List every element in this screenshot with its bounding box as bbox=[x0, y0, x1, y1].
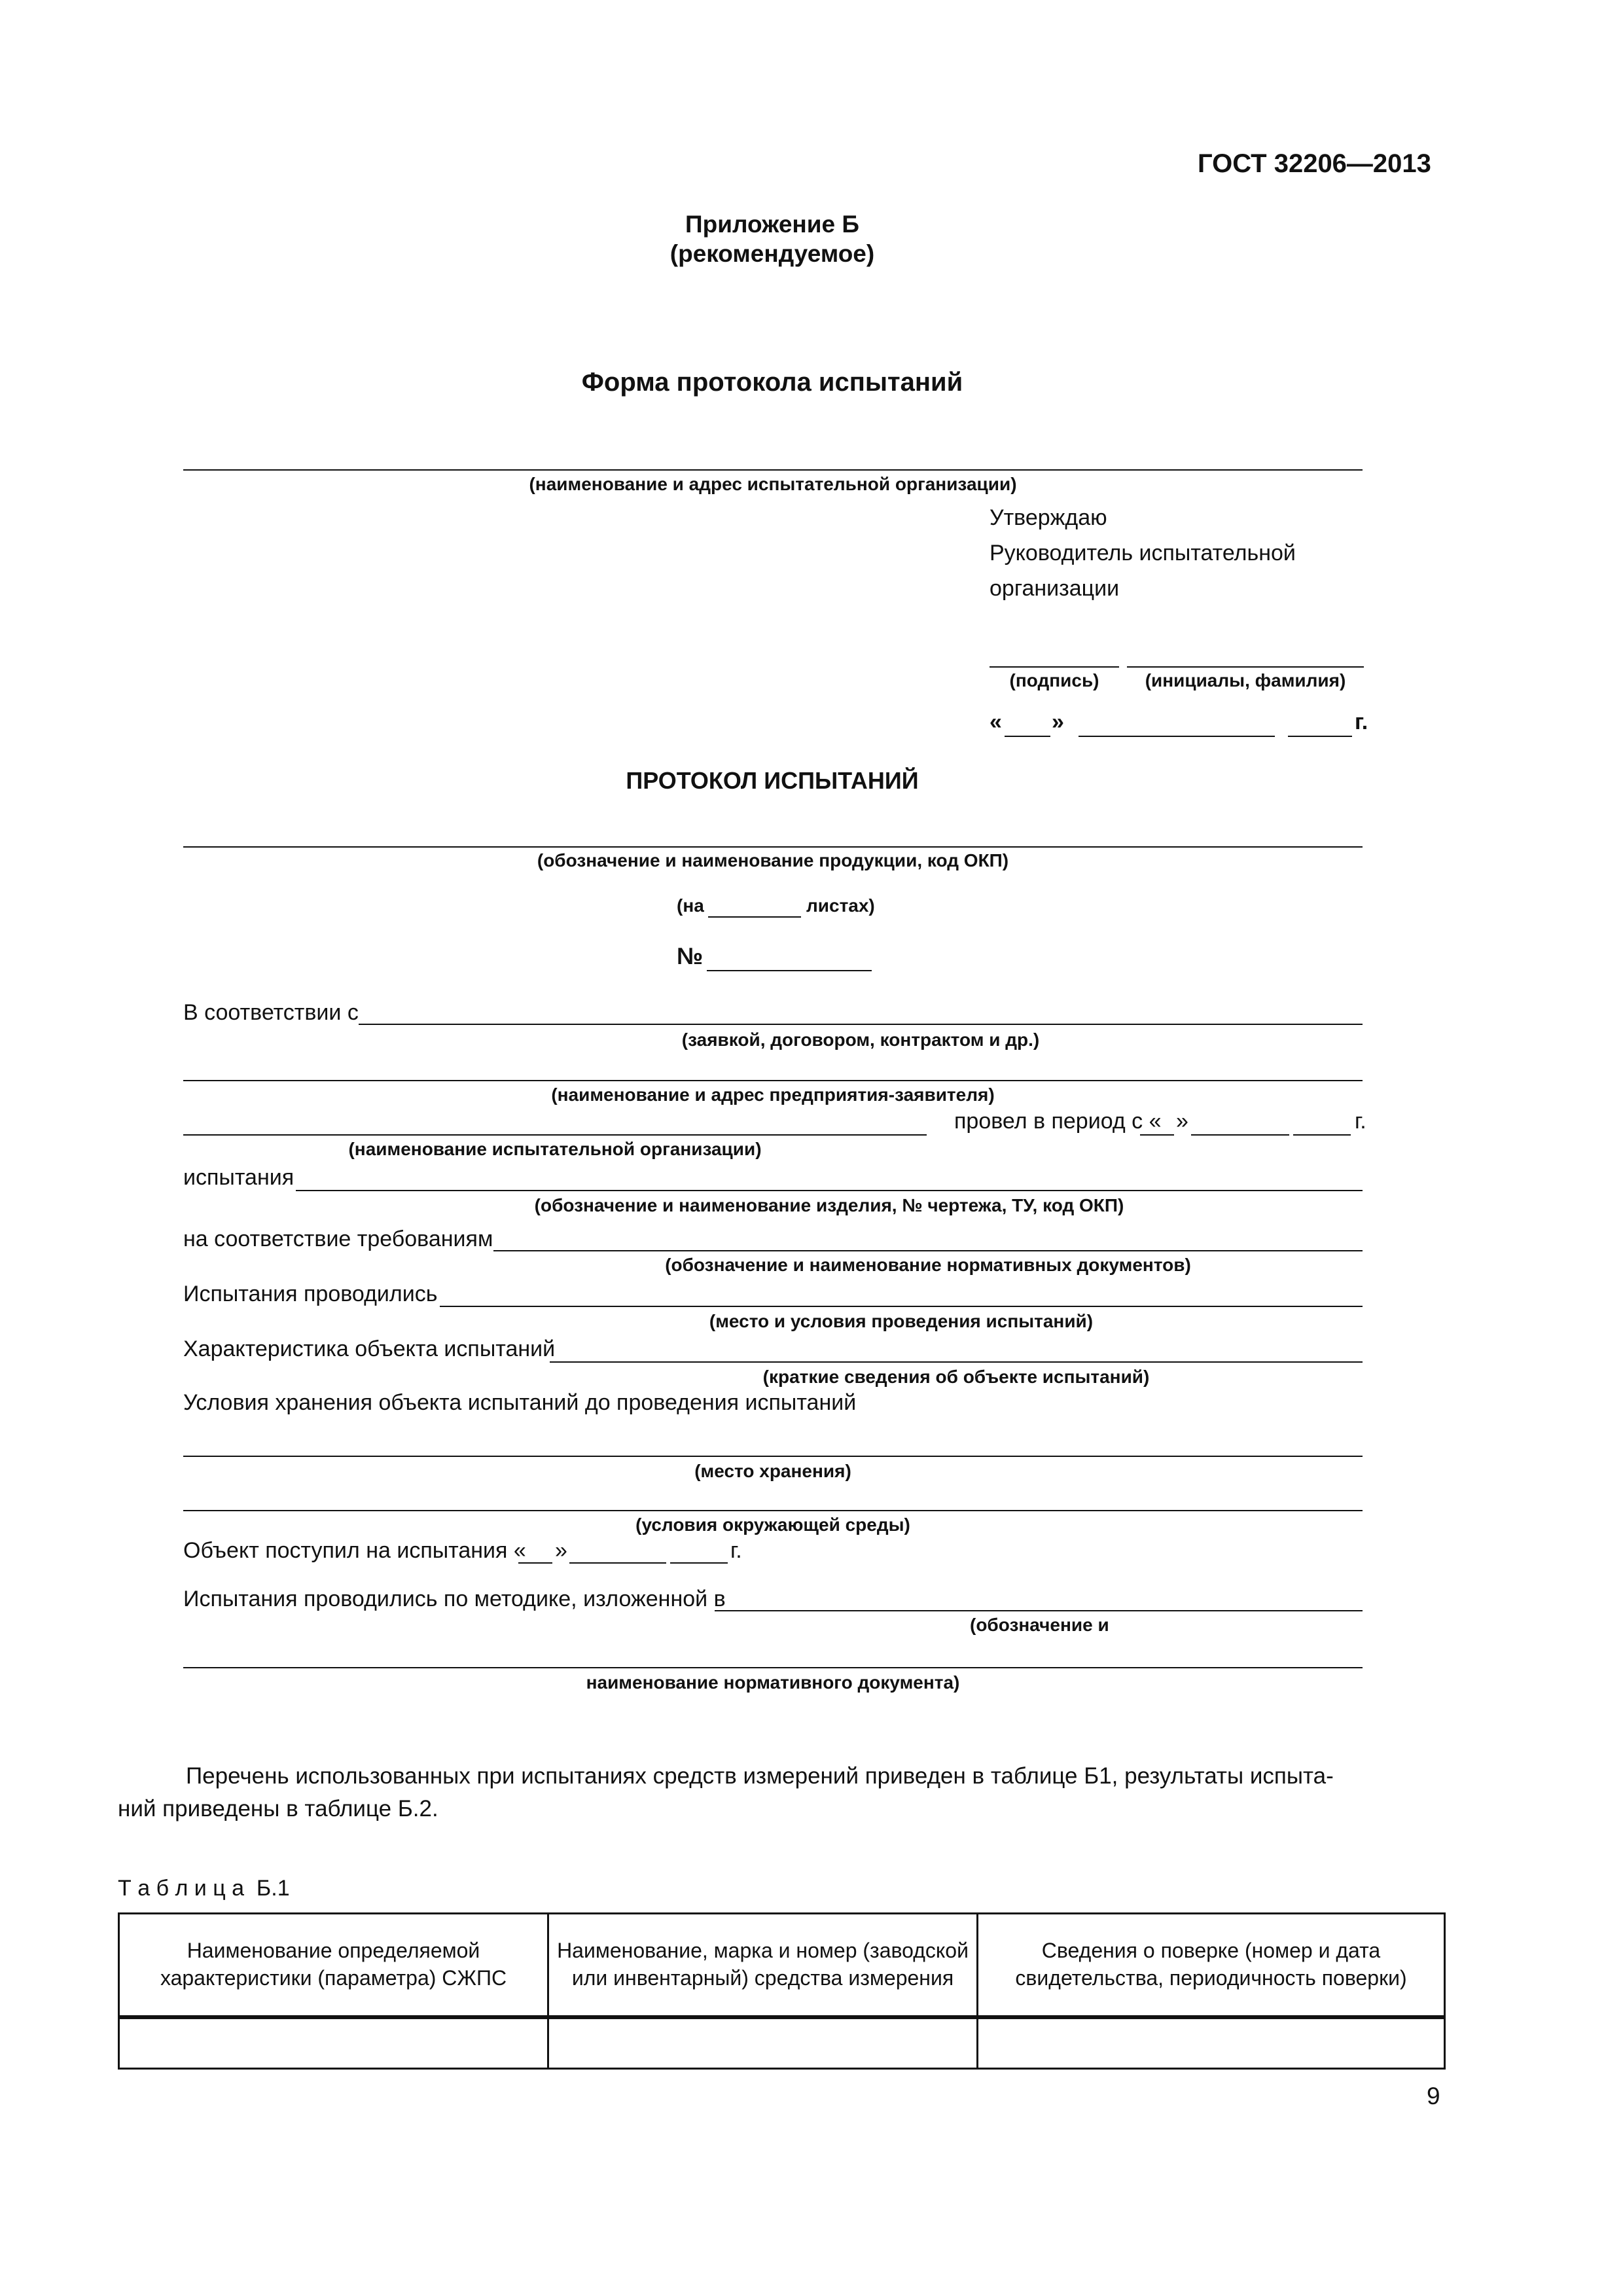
received-year: г. bbox=[730, 1538, 742, 1563]
requirements-caption: (обозначение и наименование нормативных документов) bbox=[665, 1255, 1191, 1275]
storage-place-caption: (место хранения) bbox=[694, 1461, 851, 1481]
paragraph-line-1: Перечень использованных при испытаниях средств измерений приведен в таблице Б1, результаты испыта- bbox=[186, 1763, 1334, 1789]
paragraph-line-2: ний приведены в таблице Б.2. bbox=[118, 1796, 438, 1821]
test-org-line bbox=[183, 1134, 927, 1136]
header-cell-instrument: Наименование, марка и номер (заводской или инвентарный) средства измерения bbox=[548, 1914, 978, 2018]
method-label: Испытания проводились по методике, изложенной в bbox=[183, 1587, 726, 1611]
product-caption: (обозначение и наименование продукции, код ОКП) bbox=[537, 850, 1009, 870]
method-caption-1: (обозначение и bbox=[970, 1615, 1109, 1635]
number-label: № bbox=[677, 942, 704, 969]
page-number: 9 bbox=[1427, 2083, 1440, 2109]
sheets-line bbox=[708, 916, 801, 918]
form-title: Форма протокола испытаний bbox=[581, 368, 963, 397]
approve-line3: организации bbox=[990, 576, 1120, 601]
conducted-caption: (место и условия проведения испытаний) bbox=[709, 1311, 1094, 1331]
object-char-line bbox=[550, 1361, 1363, 1363]
product-line bbox=[183, 846, 1363, 848]
method-caption-2: наименование нормативного документа) bbox=[586, 1672, 960, 1693]
requirements-line bbox=[493, 1250, 1363, 1251]
signature-line bbox=[990, 666, 1119, 668]
approve-line2: Руководитель испытательной bbox=[990, 541, 1296, 565]
table-cell bbox=[978, 2017, 1445, 2069]
table-cell bbox=[548, 2017, 978, 2069]
sheets-suffix: листах) bbox=[806, 895, 875, 916]
period-year: г. bbox=[1355, 1109, 1366, 1134]
method-doc-line bbox=[183, 1667, 1363, 1668]
accordance-label: В соответствии с bbox=[183, 1000, 359, 1025]
applicant-line bbox=[183, 1080, 1363, 1081]
conducted-label: Испытания проводились bbox=[183, 1282, 438, 1306]
period-label: провел в период с « bbox=[954, 1109, 1162, 1134]
sheets-prefix: (на bbox=[677, 895, 704, 916]
approve-month-line bbox=[1079, 736, 1275, 737]
approve-date-close: » bbox=[1052, 709, 1064, 734]
period-day-line bbox=[1140, 1134, 1174, 1136]
test-org-caption: (наименование испытательной организации) bbox=[348, 1139, 762, 1159]
org-line bbox=[183, 469, 1363, 471]
received-close: » bbox=[555, 1538, 567, 1563]
accordance-line bbox=[359, 1024, 1363, 1025]
received-month-line bbox=[569, 1562, 666, 1564]
table-cell bbox=[119, 2017, 548, 2069]
conducted-line bbox=[440, 1306, 1363, 1307]
table-header-row bbox=[119, 1914, 1445, 2018]
approve-year-line bbox=[1288, 736, 1352, 737]
header-cell-verification: Сведения о поверке (номер и дата свидетельства, периодичность поверки) bbox=[978, 1914, 1445, 2018]
period-month-line bbox=[1191, 1134, 1289, 1136]
applicant-caption: (наименование и адрес предприятия-заявителя) bbox=[551, 1085, 995, 1105]
approve-line1: Утверждаю bbox=[990, 505, 1107, 530]
signature-caption: (подпись) bbox=[1009, 670, 1099, 691]
method-line bbox=[715, 1610, 1363, 1611]
environment-caption: (условия окружающей среды) bbox=[635, 1515, 910, 1535]
protocol-title: ПРОТОКОЛ ИСПЫТАНИЙ bbox=[626, 767, 919, 794]
received-year-line bbox=[670, 1562, 728, 1564]
table-b1 bbox=[118, 1912, 1446, 2070]
approve-date-open: « bbox=[990, 709, 1002, 734]
environment-line bbox=[183, 1510, 1363, 1511]
appendix-title: Приложение Б bbox=[685, 211, 859, 238]
tests-caption: (обозначение и наименование изделия, № чертежа, ТУ, код ОКП) bbox=[534, 1195, 1124, 1215]
name-caption: (инициалы, фамилия) bbox=[1145, 670, 1346, 691]
approve-year-suffix: г. bbox=[1355, 709, 1368, 734]
object-char-caption: (краткие сведения об объекте испытаний) bbox=[762, 1367, 1150, 1387]
object-char-label: Характеристика объекта испытаний bbox=[183, 1336, 556, 1361]
accordance-caption: (заявкой, договором, контрактом и др.) bbox=[681, 1030, 1040, 1050]
requirements-label: на соответствие требованиям bbox=[183, 1227, 493, 1251]
number-line bbox=[707, 970, 872, 971]
received-day-line bbox=[518, 1562, 552, 1564]
org-caption: (наименование и адрес испытательной организации) bbox=[529, 474, 1017, 494]
storage-place-line bbox=[183, 1456, 1363, 1457]
period-year-line bbox=[1293, 1134, 1351, 1136]
tests-line bbox=[296, 1190, 1363, 1191]
table-row bbox=[119, 2017, 1445, 2069]
name-line bbox=[1127, 666, 1364, 668]
table-label: Т а б л и ц а Б.1 bbox=[118, 1876, 290, 1901]
approve-day-line bbox=[1005, 736, 1050, 737]
storage-label: Условия хранения объекта испытаний до проведения испытаний bbox=[183, 1390, 857, 1415]
tests-label: испытания bbox=[183, 1165, 294, 1190]
standard-number: ГОСТ 32206—2013 bbox=[1198, 149, 1431, 178]
received-label: Объект поступил на испытания « bbox=[183, 1538, 526, 1563]
period-close: » bbox=[1176, 1109, 1188, 1134]
header-cell-characteristic: Наименование определяемой характеристики (параметра) СЖПС bbox=[119, 1914, 548, 2018]
appendix-subtitle: (рекомендуемое) bbox=[669, 240, 875, 267]
